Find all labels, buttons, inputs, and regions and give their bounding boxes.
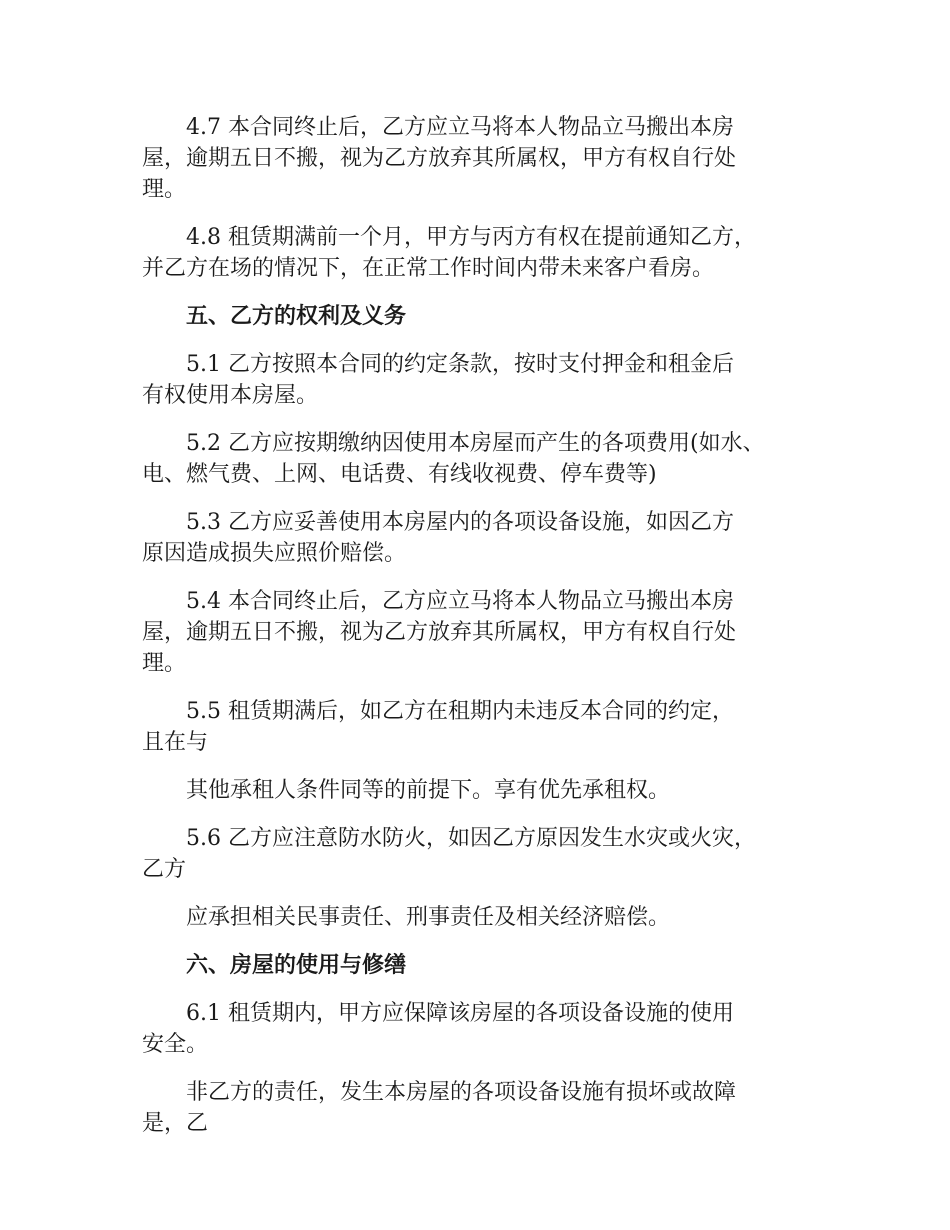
- clause-4-7: [142, 112, 822, 205]
- clause-5-2: [142, 428, 822, 490]
- clause-5-3: [142, 507, 822, 569]
- clause-line: 屋，逾期五日不搬，视为乙方放弃其所属权，甲方有权自行处: [142, 146, 737, 171]
- clause-5-5-continued: [142, 775, 822, 806]
- section-heading-6: 六、房屋的使用与修缮: [186, 953, 407, 978]
- clause-line: 应承担相关民事责任、刑事责任及相关经济赔偿。: [186, 905, 671, 930]
- clause-line: 电、燃气费、上网、电话费、有线收视费、停车费等): [142, 462, 657, 487]
- clause-5-6: [142, 823, 822, 885]
- clause-line: 乙方: [142, 857, 187, 882]
- clause-line: 有权使用本房屋。: [142, 383, 319, 408]
- clause-line: 5.2 乙方应按期缴纳因使用本房屋而产生的各项费用(如水、: [186, 431, 765, 456]
- clause-5-5: [142, 696, 822, 758]
- clause-line: 4.7 本合同终止后，乙方应立马将本人物品立马搬出本房: [186, 115, 734, 140]
- clause-5-1: [142, 349, 822, 411]
- clause-6-1: [142, 998, 822, 1060]
- document-body: [142, 112, 822, 1156]
- clause-line: 5.6 乙方应注意防水防火，如因乙方原因发生水灾或火灾，: [186, 826, 756, 851]
- clause-5-6-continued: [142, 902, 822, 933]
- clause-line: 理。: [142, 651, 187, 676]
- clause-line: 屋，逾期五日不搬，视为乙方放弃其所属权，甲方有权自行处: [142, 620, 737, 645]
- clause-line: 5.1 乙方按照本合同的约定条款，按时支付押金和租金后: [186, 352, 734, 377]
- clause-line: 6.1 租赁期内，甲方应保障该房屋的各项设备设施的使用: [186, 1001, 734, 1026]
- clause-line: 4.8 租赁期满前一个月，甲方与丙方有权在提前通知乙方，: [186, 225, 756, 250]
- clause-line: 其他承租人条件同等的前提下。享有优先承租权。: [186, 778, 671, 803]
- clause-line: 理。: [142, 177, 187, 202]
- clause-line: 是，乙: [142, 1111, 209, 1136]
- clause-6-1-continued: [142, 1077, 822, 1139]
- section-heading-5: 五、乙方的权利及义务: [186, 304, 407, 329]
- clause-line: 原因造成损失应照价赔偿。: [142, 541, 407, 566]
- clause-5-4: [142, 586, 822, 679]
- clause-line: 5.4 本合同终止后，乙方应立马将本人物品立马搬出本房: [186, 589, 734, 614]
- clause-line: 且在与: [142, 730, 209, 755]
- clause-line: 5.5 租赁期满后，如乙方在租期内未违反本合同的约定，: [186, 699, 734, 724]
- clause-line: 非乙方的责任，发生本房屋的各项设备设施有损坏或故障: [186, 1080, 737, 1105]
- clause-line: 并乙方在场的情况下，在正常工作时间内带未来客户看房。: [142, 256, 715, 281]
- clause-4-8: [142, 222, 822, 284]
- clause-line: 5.3 乙方应妥善使用本房屋内的各项设备设施，如因乙方: [186, 510, 734, 535]
- clause-line: 安全。: [142, 1032, 209, 1057]
